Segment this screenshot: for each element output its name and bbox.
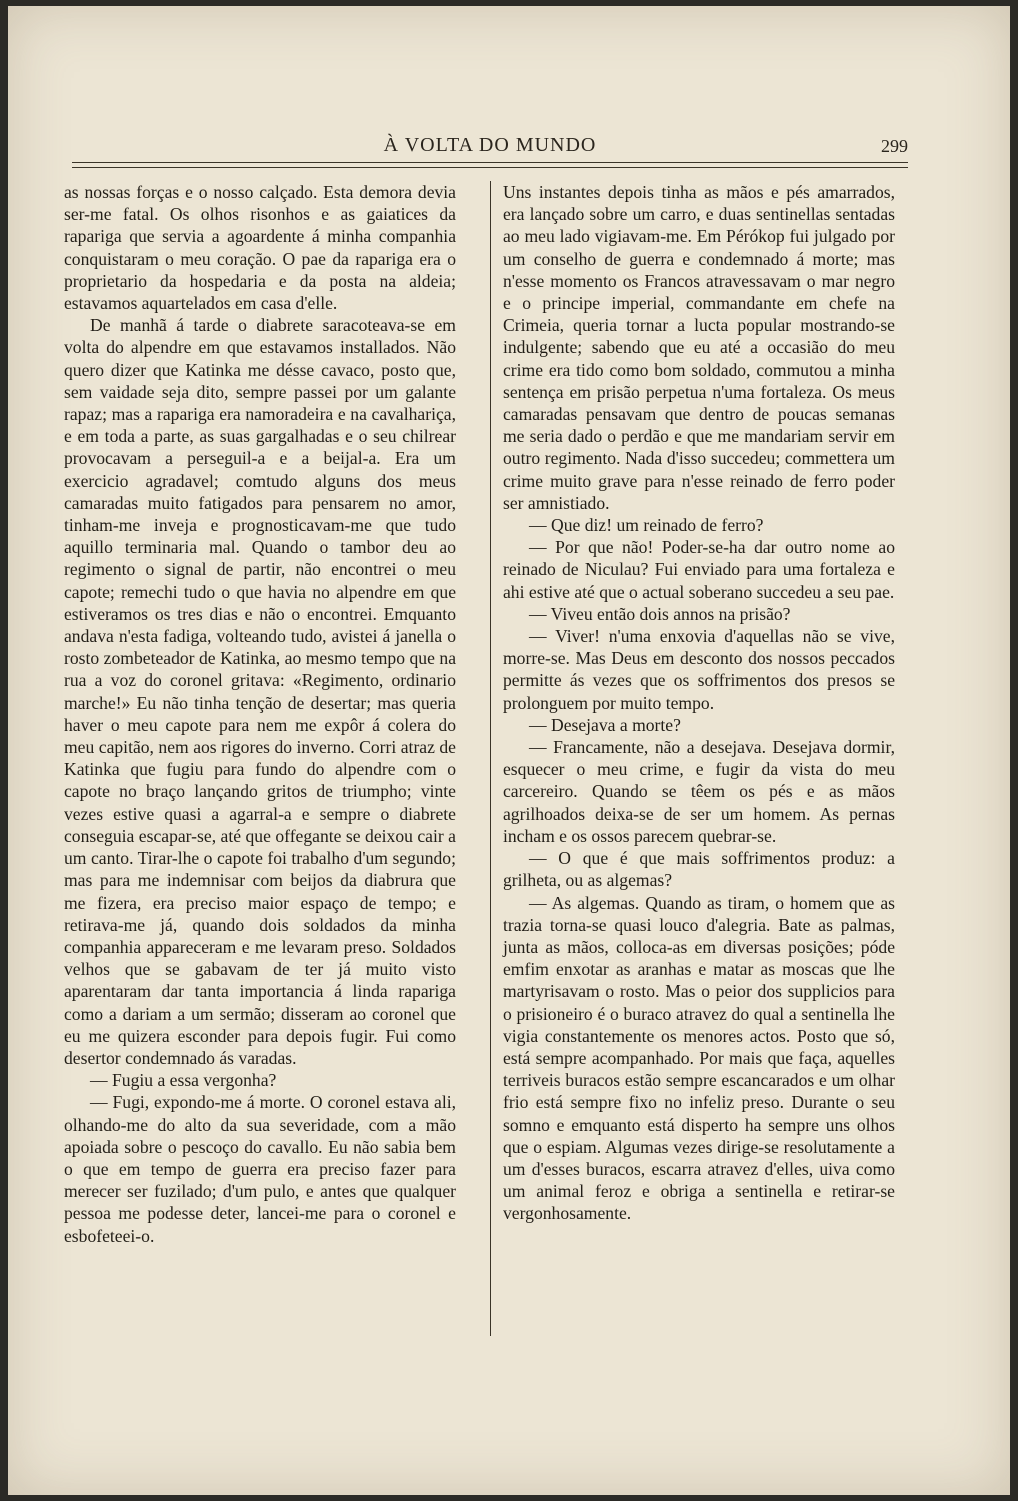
dialogue-line: — Fugiu a essa vergonha? [90,1070,277,1091]
dialogue-line: — Que diz! um reinado de ferro? [529,515,764,536]
book-page [8,6,1010,1495]
dialogue-line: — As algemas. Quando as tiram, o homem que as trazia torna-se quasi louco d'alegria. Bate as palmas, junta as mãos, colloca-as em diversas posições; póde emfim enxotar as aranhas e matar as moscas que lhe martyrisavam o rosto. Mas o peior dos supplicios para o prisioneiro é o buraco atravez do qual a sentinella lhe vigia constantemente os menores actos. Posto que só, está sempre acompanhado. Por mais que faça, aquelles terriveis buracos estão sempre escancarados e um olhar frio está sempre fixo no infeliz preso. Durante o seu somno e emquanto está disperto ha sempre uns olhos que o espiam. Algumas vezes dirige-se resolutamente a um d'esses buracos, escarra atravez d'elles, uiva como um animal feroz e obriga a sentinella e retirar-se vergonhosamente. [503,892,895,1224]
header-rule-bottom [72,167,908,168]
page-header [72,134,908,164]
paragraph: Uns instantes depois tinha as mãos e pés amarrados, era lançado sobre um carro, e duas sentinellas sentadas ao meu lado vigiavam-me. Em Pérókop fui julgado por um conselho de guerra e condemnado á morte; mas n'esse momento os Francos atravessavam o mar negro e o principe imperial, commandante em chefe na Crimeia, queria tornar a lucta popular mostrando-se indulgente; sabendo que eu até a occasião do meu crime era tido como bom soldado, commutou a minha sentença em prisão perpetua n'uma fortaleza. Os meus camaradas pensavam que dentro de poucas semanas me seria dado o perdão e que me mandariam servir em outro regimento. Nada d'isso succedeu; commettera um crime muito grave para n'esse reinado de ferro poder ser amnistiado. [503,182,895,513]
paragraph: De manhã á tarde o diabrete saracoteava-se em volta do alpendre em que estavamos installados. Não quero dizer que Katinka me désse cavaco, posto que, sem vaidade seja dito, sempre passei por um galante rapaz; mas a rapariga era namoradeira e na cavalhariça, e em toda a parte, as suas gargalhadas e o seu chilrear provocavam a perseguil-a e a beijal-a. Era um exercicio agradavel; comtudo alguns dos meus camaradas muito fatigados para pensarem no amor, tinham-me inveja e prognosticavam-me que tudo aquillo terminaria mal. Quando o tambor deu ao regimento o signal de partir, não encontrei o meu capote; remechi tudo o que havia no alpendre em que estiveramos os tres dias e não o encontrei. Emquanto andava n'esta fadiga, volteando tudo, avistei á janella o rosto zombeteador de Katinka, ao mesmo tempo que na rua a voz do coronel gritava: «Regimento, ordinario marche!» Eu não tinha tenção de desertar; mas queria haver o meu capote para nem me expôr á colera do meu capitão, nem aos rigores do inverno. Corri atraz de Katinka que fugiu para fundo do alpendre com o capote no braço lançando gritos de triumpho; vinte vezes estive quasi a agarral-a e sempre o diabrete conseguia escapar-se, até que offegante se deixou cair a um canto. Tirar-lhe o capote foi trabalho d'um segundo; mas para me indemnisar com beijos da diabrura que me fizera, era preciso maior espaço de tempo; e retirava-me já, quando dois soldados da minha companhia appareceram e me levaram preso. Soldados velhos que se gabavam de ter já muito visto aparentaram dar tanta importancia á linda rapariga como a dariam a um sermão; disseram ao coronel que eu me quizera esconder para depois fugir. Fui como desertor condemnado ás varadas. [64,315,456,1068]
dialogue-line: — Por que não! Poder-se-ha dar outro nome ao reinado de Niculau? Fui enviado para uma fortaleza e ahi estive até que o actual soberano succedeu a seu pae. [503,537,895,602]
page-number: 299 [881,136,908,156]
dialogue-line: — O que é que mais soffrimentos produz: a grilheta, ou as algemas? [503,848,895,891]
paragraph: as nossas forças e o nosso calçado. Esta demora devia ser-me fatal. Os olhos risonhos e as gaiatices da rapariga que servia a agoardente á minha companhia conquistaram o meu coração. O pae da rapariga era o proprietario da hospedaria e da posta na aldeia; estavamos aquartelados em casa d'elle. [64,182,456,314]
dialogue-line: — Desejava a morte? [529,714,681,735]
dialogue-line: — Fugi, expondo-me á morte. O coronel estava ali, olhando-me do alto da sua severidade, com a mão apoiada sobre o pescoço do cavallo. Eu não sabia bem o que em tempo de guerra era preciso fazer para merecer ser fuzilado; d'um pulo, e antes que qualquer pessoa me podesse deter, lancei-me para o coronel e esbofeteei-o. [64,1092,456,1246]
dialogue-line: — Viver! n'uma enxovia d'aquellas não se vive, morre-se. Mas Deus em desconto dos nossos peccados permitte ás vezes que os soffrimentos dos presos se prolonguem por muito tempo. [503,626,895,713]
right-column [503,181,895,1225]
left-column [64,181,456,1247]
header-rule-top [72,162,908,163]
column-divider [490,181,491,1336]
dialogue-line: — Francamente, não a desejava. Desejava dormir, esquecer o meu crime, e fugir da vista do meu carcereiro. Quando se têem os pés e as mãos agrilhoados deixa-se de ser um homem. As pernas incham e os ossos parecem quebrar-se. [503,737,895,846]
running-title: À VOLTA DO MUNDO [383,134,597,156]
dialogue-line: — Viveu então dois annos na prisão? [529,603,791,624]
